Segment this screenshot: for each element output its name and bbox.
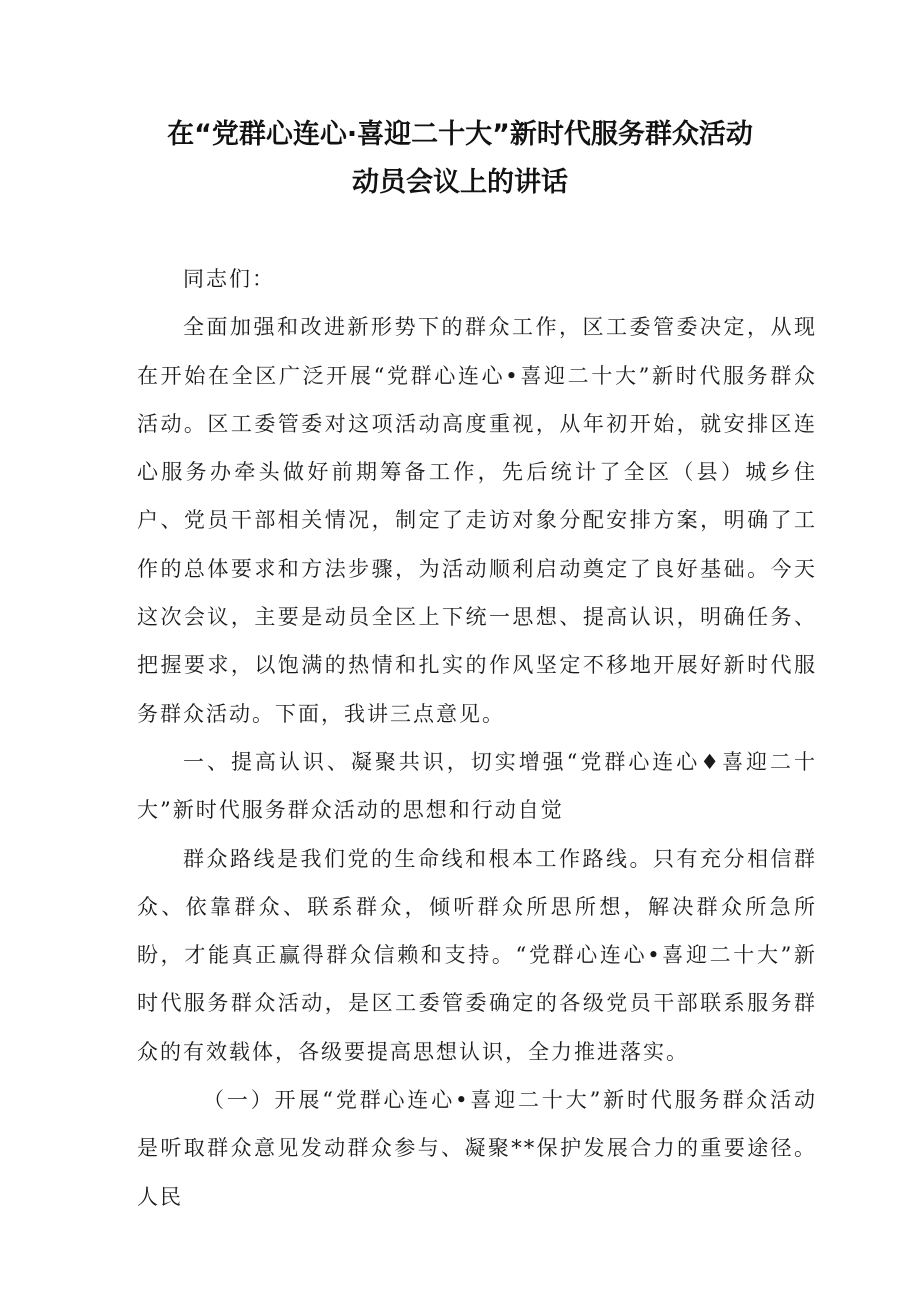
subsection-1: （一）开展“党群心连心•喜迎二十大”新时代服务群众活动是听取群众意见发动群众参与、凝聚**保护发展合力的重要途径。人民 xyxy=(137,1088,817,1209)
document-title-line-2: 动员会议上的讲话 xyxy=(352,167,568,198)
paragraph-mass-line: 群众路线是我们党的生命线和根本工作路线。只有充分相信群众、依靠群众、联系群众，倾听群众所思所想，解决群众所急所盼，才能真正赢得群众信赖和支持。“党群心连心•喜迎二十大”新时代服务群众活动，是区工委管委确定的各级党员干部联系服务群众的有效载体，各级要提高思想认识，全力推进落实。 xyxy=(137,846,817,1064)
section-heading-1: 一、提高认识、凝聚共识，切实增强“党群心连心♦喜迎二十大”新时代服务群众活动的思想和行动自觉 xyxy=(137,749,817,823)
salutation: 同志们： xyxy=(183,267,275,291)
document-body xyxy=(137,255,817,1221)
paragraph-intro: 全面加强和改进新形势下的群众工作，区工委管委决定，从现在开始在全区广泛开展“党群心连心•喜迎二十大”新时代服务群众活动。区工委管委对这项活动高度重视，从年初开始，就安排区连心服务办牵头做好前期筹备工作，先后统计了全区（县）城乡住户、党员干部相关情况，制定了走访对象分配安排方案，明确了工作的总体要求和方法步骤，为活动顺利启动奠定了良好基础。今天这次会议，主要是动员全区上下统一思想、提高认识，明确任务、把握要求，以饱满的热情和扎实的作风坚定不移地开展好新时代服务群众活动。下面，我讲三点意见。 xyxy=(137,315,817,726)
document-title-line-1: 在“党群心连心·喜迎二十大”新时代服务群众活动 xyxy=(167,119,753,150)
